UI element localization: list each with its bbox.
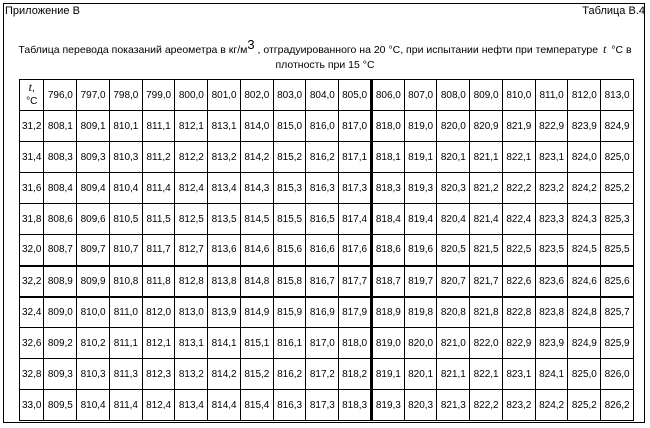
density-cell: 810,1 [109, 111, 142, 142]
density-cell: 819,3 [371, 390, 404, 421]
density-cell: 811,4 [109, 390, 142, 421]
density-cell: 814,2 [208, 359, 241, 390]
density-cell: 818,1 [371, 142, 404, 173]
density-cell: 816,2 [306, 142, 339, 173]
column-header: 809,0 [470, 80, 503, 111]
density-cell: 825,3 [601, 204, 634, 235]
column-header: 812,0 [568, 80, 601, 111]
appendix-label: Приложение В [5, 5, 80, 17]
density-cell: 822,4 [502, 204, 535, 235]
corner-cell [20, 80, 44, 111]
density-cell: 817,1 [339, 142, 372, 173]
density-cell: 809,2 [44, 328, 77, 359]
density-cell: 812,8 [175, 266, 208, 297]
column-header: 802,0 [240, 80, 273, 111]
density-cell: 814,0 [240, 111, 273, 142]
row-temperature: 31,4 [20, 142, 44, 173]
density-cell: 814,3 [240, 173, 273, 204]
density-cell: 816,1 [273, 328, 306, 359]
density-cell: 823,2 [502, 390, 535, 421]
density-cell: 815,9 [273, 297, 306, 328]
row-temperature: 32,6 [20, 328, 44, 359]
density-cell: 820,5 [437, 235, 470, 266]
density-cell: 815,4 [240, 390, 273, 421]
density-cell: 823,3 [535, 204, 568, 235]
density-cell: 810,0 [77, 297, 110, 328]
density-cell: 826,2 [601, 390, 634, 421]
density-cell: 815,3 [273, 173, 306, 204]
density-cell: 819,1 [371, 359, 404, 390]
density-cell: 822,9 [535, 111, 568, 142]
density-cell: 810,8 [109, 266, 142, 297]
column-header: 799,0 [142, 80, 175, 111]
density-cell: 809,5 [44, 390, 77, 421]
density-cell: 825,7 [601, 297, 634, 328]
table-row [20, 142, 634, 173]
density-cell: 815,2 [273, 142, 306, 173]
density-cell: 824,0 [568, 142, 601, 173]
column-header: 796,0 [44, 80, 77, 111]
density-cell: 813,8 [208, 266, 241, 297]
column-header: 801,0 [208, 80, 241, 111]
row-temperature: 32,8 [20, 359, 44, 390]
density-cell: 809,1 [77, 111, 110, 142]
table-row [20, 390, 634, 421]
density-cell: 808,1 [44, 111, 77, 142]
corner-unit: °С [26, 96, 38, 107]
density-cell: 825,5 [601, 235, 634, 266]
density-cell: 813,2 [208, 142, 241, 173]
row-temperature: 32,2 [20, 266, 44, 297]
density-cell: 822,2 [470, 390, 503, 421]
row-temperature: 31,6 [20, 173, 44, 204]
density-cell: 823,9 [535, 328, 568, 359]
density-cell: 811,4 [142, 173, 175, 204]
column-header: 813,0 [601, 80, 634, 111]
table-row [20, 328, 634, 359]
density-cell: 810,4 [109, 173, 142, 204]
density-cell: 811,1 [142, 111, 175, 142]
density-cell: 824,9 [568, 328, 601, 359]
density-cell: 820,3 [404, 390, 437, 421]
density-cell: 822,5 [502, 235, 535, 266]
row-temperature: 31,2 [20, 111, 44, 142]
density-cell: 824,6 [568, 266, 601, 297]
density-cell: 818,6 [371, 235, 404, 266]
table-title [0, 37, 650, 73]
density-cell: 816,6 [306, 235, 339, 266]
density-cell: 818,0 [371, 111, 404, 142]
density-cell: 826,0 [601, 359, 634, 390]
density-cell: 817,6 [339, 235, 372, 266]
density-cell: 812,1 [142, 328, 175, 359]
density-cell: 813,5 [208, 204, 241, 235]
density-cell: 812,4 [175, 173, 208, 204]
density-cell: 821,1 [437, 359, 470, 390]
density-cell: 812,3 [142, 359, 175, 390]
corner-separator: , [32, 83, 35, 94]
density-cell: 809,3 [77, 142, 110, 173]
density-cell: 809,0 [44, 297, 77, 328]
density-cell: 818,2 [339, 359, 372, 390]
density-cell: 814,8 [240, 266, 273, 297]
title-t-symbol: t [603, 42, 607, 56]
corner-t-symbol: t [28, 80, 33, 94]
title-part2: , отградуированного на 20 °С, при испытании нефти при температуре [257, 44, 599, 56]
column-header: 800,0 [175, 80, 208, 111]
density-cell: 817,7 [339, 266, 372, 297]
density-cell: 821,1 [470, 142, 503, 173]
density-cell: 808,6 [44, 204, 77, 235]
density-cell: 812,2 [175, 142, 208, 173]
density-cell: 825,9 [601, 328, 634, 359]
title-superscript: 3 [247, 37, 255, 52]
table-title-line2: плотность при 15 °С [275, 59, 375, 71]
density-cell: 825,0 [568, 359, 601, 390]
density-cell: 821,0 [437, 328, 470, 359]
density-cell: 816,9 [306, 297, 339, 328]
density-cell: 818,4 [371, 204, 404, 235]
density-cell: 812,7 [175, 235, 208, 266]
density-cell: 818,3 [371, 173, 404, 204]
column-header: 798,0 [109, 80, 142, 111]
density-cell: 816,2 [273, 359, 306, 390]
density-cell: 819,3 [404, 173, 437, 204]
density-cell: 816,7 [306, 266, 339, 297]
density-cell: 818,7 [371, 266, 404, 297]
row-temperature: 33,0 [20, 390, 44, 421]
density-cell: 819,0 [371, 328, 404, 359]
density-cell: 824,3 [568, 204, 601, 235]
density-cell: 816,3 [306, 173, 339, 204]
density-cell: 813,4 [208, 173, 241, 204]
density-cell: 809,4 [77, 173, 110, 204]
density-cell: 815,2 [240, 359, 273, 390]
density-cell: 821,3 [437, 390, 470, 421]
density-cell: 820,8 [437, 297, 470, 328]
density-cell: 811,2 [142, 142, 175, 173]
table-row [20, 297, 634, 328]
column-header: 804,0 [306, 80, 339, 111]
density-cell: 815,0 [273, 111, 306, 142]
density-cell: 820,0 [437, 111, 470, 142]
density-cell: 810,5 [109, 204, 142, 235]
density-cell: 819,1 [404, 142, 437, 173]
density-cell: 820,9 [470, 111, 503, 142]
table-header-row [20, 80, 634, 111]
density-cell: 811,5 [142, 204, 175, 235]
density-cell: 824,9 [601, 111, 634, 142]
density-cell: 811,7 [142, 235, 175, 266]
table-title-line1 [0, 37, 650, 58]
density-cell: 824,1 [535, 359, 568, 390]
density-cell: 815,1 [240, 328, 273, 359]
row-temperature: 32,4 [20, 297, 44, 328]
density-cell: 821,5 [470, 235, 503, 266]
column-header: 811,0 [535, 80, 568, 111]
density-cell: 814,6 [240, 235, 273, 266]
density-cell: 820,7 [437, 266, 470, 297]
density-cell: 823,2 [535, 173, 568, 204]
density-cell: 822,9 [502, 328, 535, 359]
density-cell: 815,6 [273, 235, 306, 266]
density-cell: 819,8 [404, 297, 437, 328]
density-cell: 816,0 [306, 111, 339, 142]
density-cell: 813,2 [175, 359, 208, 390]
density-cell: 820,1 [437, 142, 470, 173]
title-part3: °С в [611, 44, 632, 56]
density-cell: 821,7 [470, 266, 503, 297]
density-cell: 809,7 [77, 235, 110, 266]
density-cell: 825,6 [601, 266, 634, 297]
density-cell: 811,1 [109, 328, 142, 359]
column-header: 803,0 [273, 80, 306, 111]
density-cell: 822,0 [470, 328, 503, 359]
density-cell: 821,4 [470, 204, 503, 235]
density-cell: 823,1 [535, 142, 568, 173]
density-cell: 810,3 [109, 142, 142, 173]
density-cell: 825,0 [601, 142, 634, 173]
density-cell: 812,0 [142, 297, 175, 328]
density-cell: 813,1 [175, 328, 208, 359]
column-header: 808,0 [437, 80, 470, 111]
density-cell: 817,9 [339, 297, 372, 328]
density-cell: 819,0 [404, 111, 437, 142]
table-row [20, 359, 634, 390]
density-cell: 822,1 [502, 142, 535, 173]
density-cell: 819,4 [404, 204, 437, 235]
density-cell: 822,6 [502, 266, 535, 297]
density-cell: 815,8 [273, 266, 306, 297]
density-cell: 810,3 [77, 359, 110, 390]
density-cell: 812,5 [175, 204, 208, 235]
column-header: 797,0 [77, 80, 110, 111]
density-cell: 817,2 [306, 359, 339, 390]
density-cell: 809,3 [44, 359, 77, 390]
row-temperature: 32,0 [20, 235, 44, 266]
density-cell: 824,8 [568, 297, 601, 328]
table-row [20, 235, 634, 266]
density-cell: 808,9 [44, 266, 77, 297]
density-cell: 817,4 [339, 204, 372, 235]
density-cell: 813,4 [175, 390, 208, 421]
density-cell: 824,5 [568, 235, 601, 266]
density-cell: 823,6 [535, 266, 568, 297]
density-cell: 814,4 [208, 390, 241, 421]
row-temperature: 31,8 [20, 204, 44, 235]
density-cell: 818,3 [339, 390, 372, 421]
density-cell: 820,1 [404, 359, 437, 390]
density-cell: 821,9 [502, 111, 535, 142]
density-cell: 812,1 [175, 111, 208, 142]
column-header: 807,0 [404, 80, 437, 111]
density-cell: 810,7 [109, 235, 142, 266]
density-cell: 817,0 [306, 328, 339, 359]
density-cell: 822,1 [470, 359, 503, 390]
density-cell: 819,6 [404, 235, 437, 266]
density-cell: 810,2 [77, 328, 110, 359]
density-cell: 824,2 [535, 390, 568, 421]
density-cell: 813,1 [208, 111, 241, 142]
density-cell: 815,5 [273, 204, 306, 235]
density-cell: 814,1 [208, 328, 241, 359]
density-cell: 808,7 [44, 235, 77, 266]
table-row [20, 111, 634, 142]
density-cell: 817,3 [306, 390, 339, 421]
density-cell: 809,9 [77, 266, 110, 297]
density-cell: 818,0 [339, 328, 372, 359]
density-cell: 825,2 [568, 390, 601, 421]
density-cell: 811,3 [109, 359, 142, 390]
density-cell: 817,0 [339, 111, 372, 142]
density-cell: 810,4 [77, 390, 110, 421]
column-header: 810,0 [502, 80, 535, 111]
density-cell: 816,3 [273, 390, 306, 421]
density-cell: 821,8 [470, 297, 503, 328]
density-cell: 811,0 [109, 297, 142, 328]
density-cell: 812,4 [142, 390, 175, 421]
density-cell: 817,3 [339, 173, 372, 204]
table-row [20, 266, 634, 297]
density-cell: 823,1 [502, 359, 535, 390]
density-cell: 813,6 [208, 235, 241, 266]
density-cell: 819,7 [404, 266, 437, 297]
density-cell: 809,6 [77, 204, 110, 235]
density-cell: 814,9 [240, 297, 273, 328]
density-cell: 816,5 [306, 204, 339, 235]
table-row [20, 173, 634, 204]
density-cell: 808,4 [44, 173, 77, 204]
density-cell: 820,4 [437, 204, 470, 235]
table-number: Таблица В.4 [582, 5, 645, 17]
density-cell: 824,2 [568, 173, 601, 204]
density-cell: 813,9 [208, 297, 241, 328]
column-header: 806,0 [371, 80, 404, 111]
density-cell: 813,0 [175, 297, 208, 328]
column-header: 805,0 [339, 80, 372, 111]
density-cell: 822,8 [502, 297, 535, 328]
density-cell: 811,8 [142, 266, 175, 297]
density-cell: 814,5 [240, 204, 273, 235]
density-cell: 814,2 [240, 142, 273, 173]
density-cell: 808,3 [44, 142, 77, 173]
conversion-table [19, 79, 634, 421]
density-cell: 821,2 [470, 173, 503, 204]
density-cell: 825,2 [601, 173, 634, 204]
density-cell: 820,0 [404, 328, 437, 359]
title-part1: Таблица перевода показаний ареометра в кг/м [18, 44, 248, 56]
density-cell: 823,5 [535, 235, 568, 266]
density-cell: 823,9 [568, 111, 601, 142]
density-cell: 823,8 [535, 297, 568, 328]
density-cell: 822,2 [502, 173, 535, 204]
table-row [20, 204, 634, 235]
density-cell: 818,9 [371, 297, 404, 328]
density-cell: 820,3 [437, 173, 470, 204]
